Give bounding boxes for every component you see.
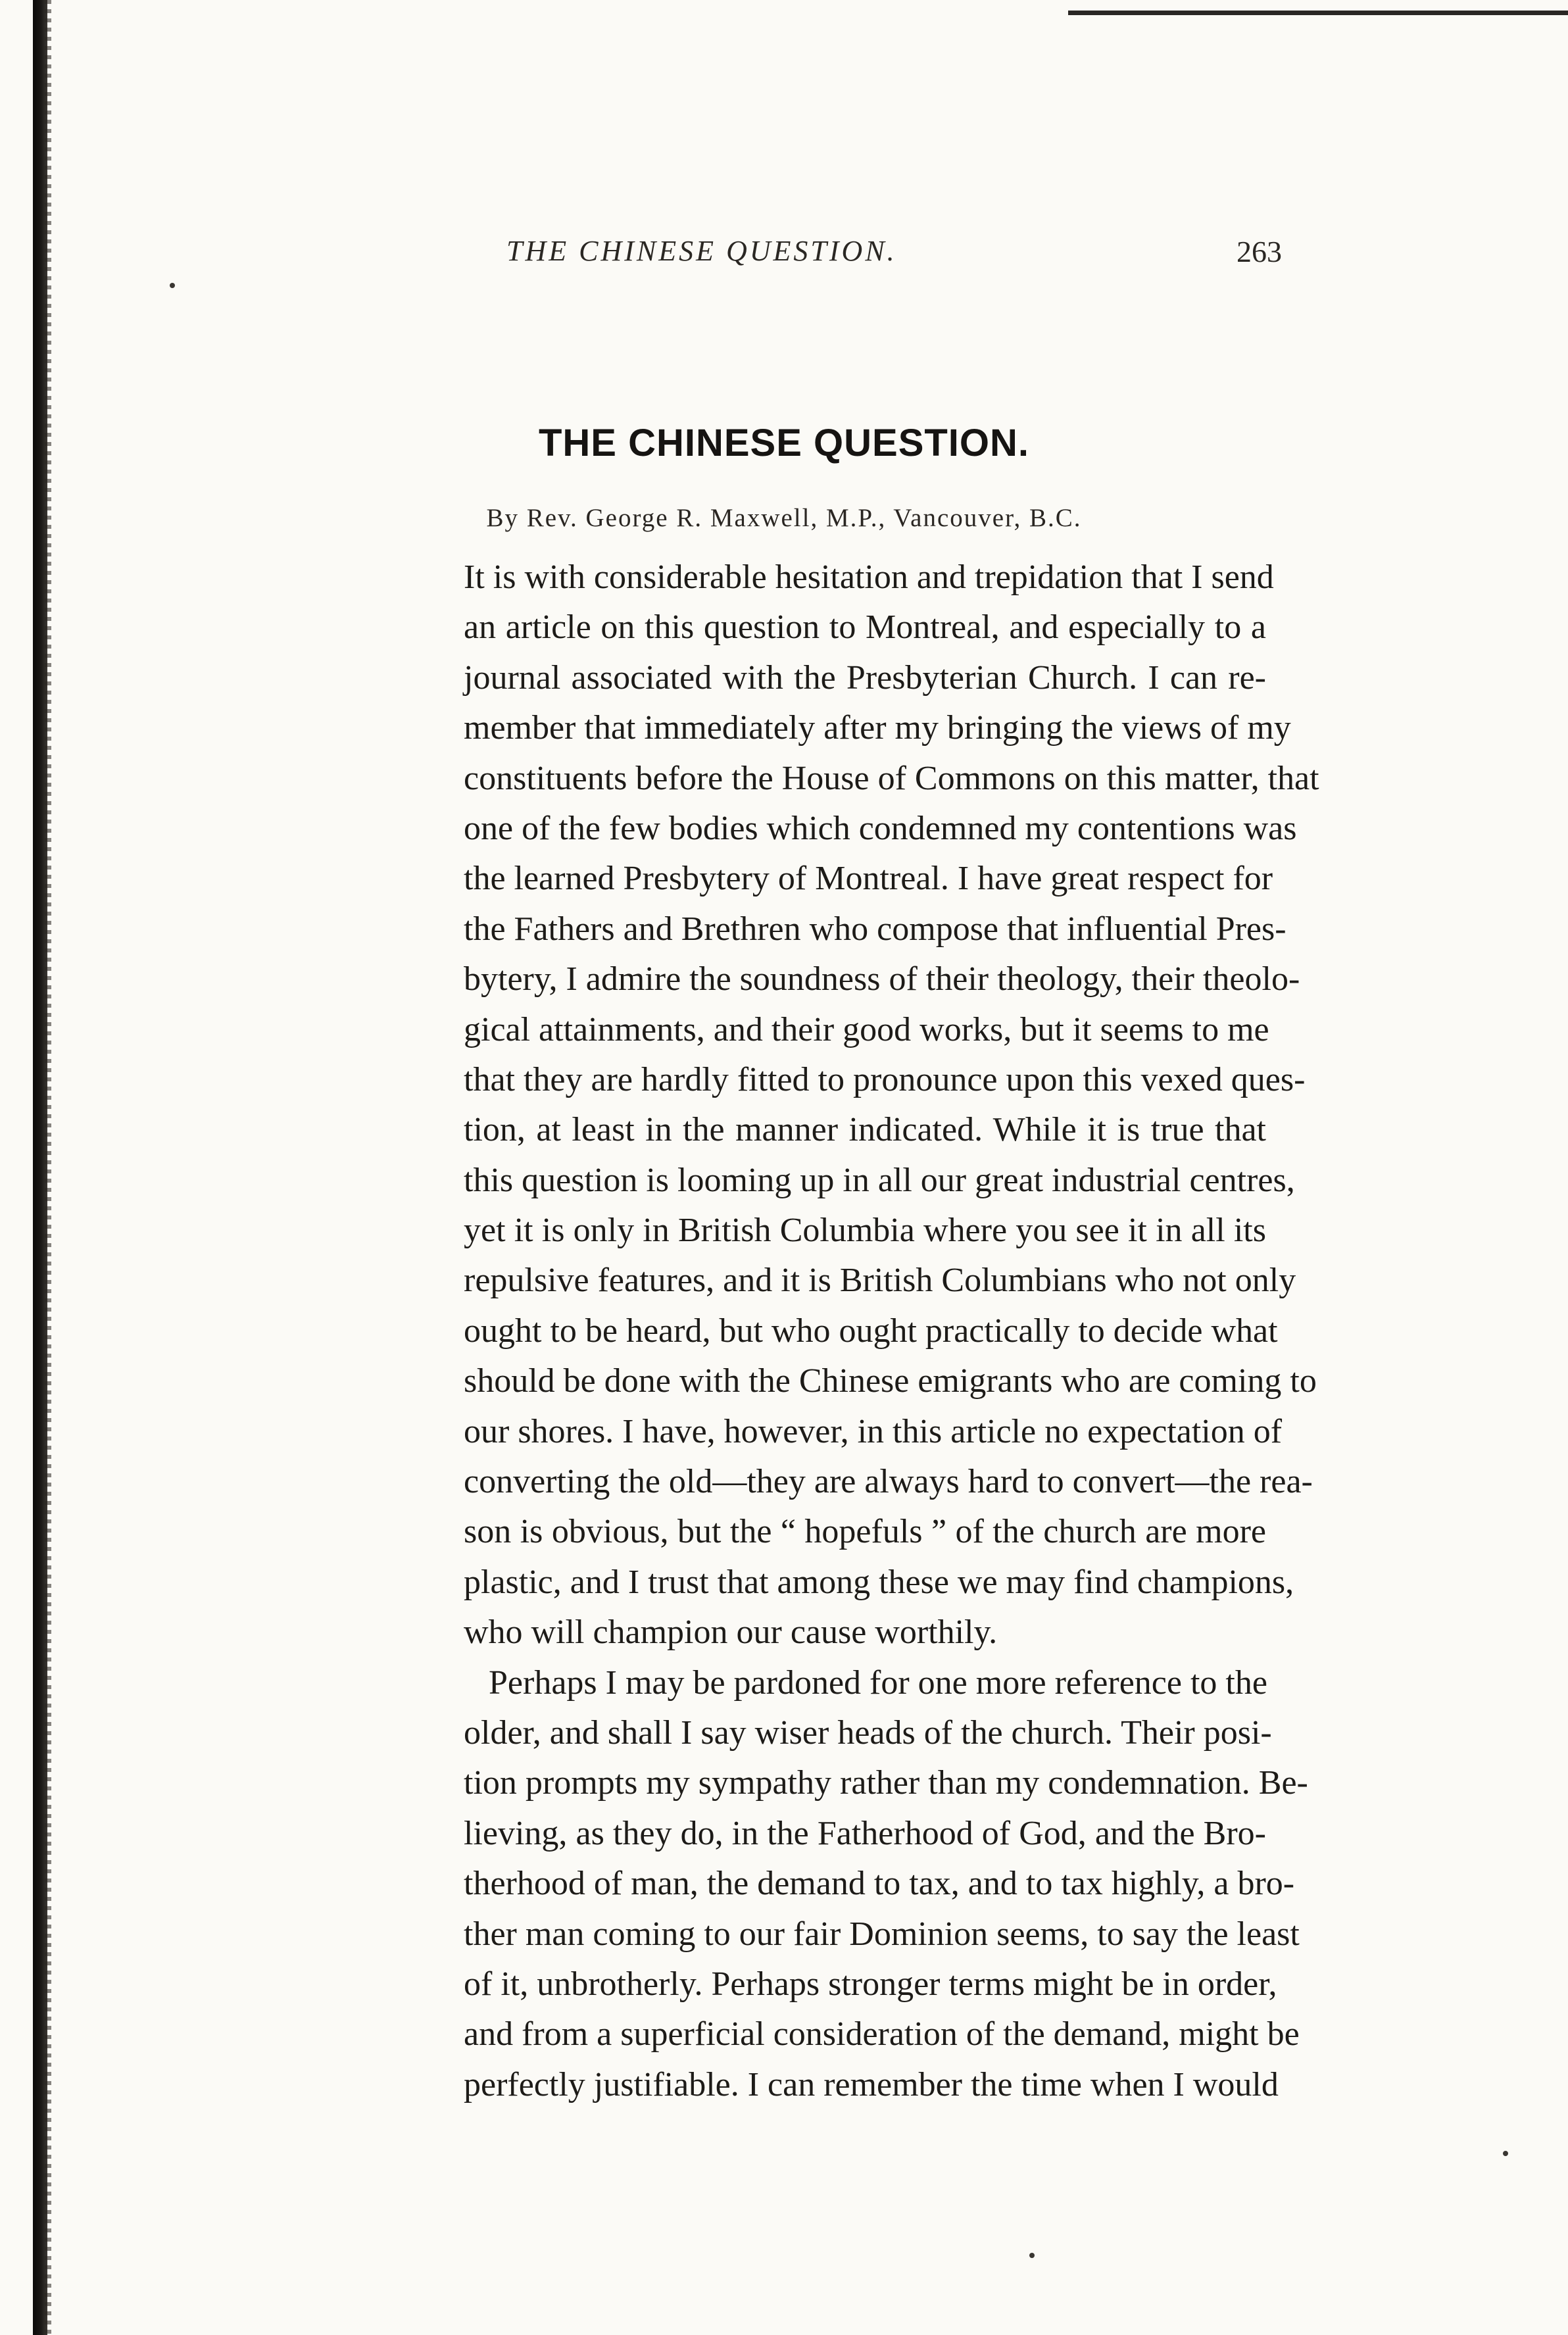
text-line: this question is looming up in all our great industrial centres, — [464, 1161, 1295, 1199]
ink-speck — [170, 283, 175, 288]
text-line: therhood of man, the demand to tax, and to tax highly, a bro- — [464, 1865, 1295, 1903]
text-line: our shores. I have, however, in this article no expectation of — [464, 1412, 1283, 1450]
text-line: plastic, and I trust that among these we may find champions, — [464, 1563, 1294, 1601]
text-line: that they are hardly fitted to pronounce upon this vexed ques- — [464, 1060, 1306, 1098]
ink-speck — [1503, 2151, 1508, 2156]
text-line: should be done with the Chinese emigrants who are coming to — [464, 1362, 1317, 1400]
text-line: journal associated with the Presbyterian Church. I can re- — [464, 658, 1266, 697]
text-line: yet it is only in British Columbia where you see it in all its — [464, 1212, 1266, 1250]
article-body — [464, 553, 1319, 2110]
text-line: the Fathers and Brethren who compose that influential Pres- — [464, 910, 1286, 948]
text-line: an article on this question to Montreal, and especially to a — [464, 608, 1266, 647]
article-title: THE CHINESE QUESTION. — [538, 422, 1030, 464]
text-line: perfectly justifiable. I can remember the time when I would — [464, 2065, 1279, 2103]
top-rule — [1068, 11, 1568, 15]
text-line: constituents before the House of Commons on this matter, that — [464, 759, 1319, 797]
book-spine-shadow — [33, 0, 47, 2335]
article-byline: By Rev. George R. Maxwell, M.P., Vancouver, B.C. — [486, 504, 1082, 532]
text-line: tion, at least in the manner indicated. While it is true that — [464, 1111, 1266, 1149]
running-head: THE CHINESE QUESTION. — [506, 235, 897, 267]
text-line: son is obvious, but the “ hopefuls ” of the church are more — [464, 1513, 1266, 1551]
text-line: older, and shall I say wiser heads of the church. Their posi- — [464, 1713, 1272, 1752]
text-line: ther man coming to our fair Dominion seems, to say the least — [464, 1915, 1300, 1953]
text-line: repulsive features, and it is British Columbians who not only — [464, 1262, 1296, 1300]
text-line: ought to be heard, but who ought practically to decide what — [464, 1312, 1278, 1350]
text-line: gical attainments, and their good works, but it seems to me — [464, 1010, 1269, 1048]
page-number: 263 — [1237, 235, 1282, 268]
ink-speck — [1029, 2253, 1035, 2258]
text-line: converting the old—they are always hard to convert—the rea- — [464, 1463, 1313, 1501]
text-line: who will champion our cause worthily. — [464, 1613, 998, 1652]
text-line: Perhaps I may be pardoned for one more reference to the — [489, 1663, 1267, 1702]
text-line: It is with considerable hesitation and trepidation that I send — [464, 558, 1274, 596]
text-line: the learned Presbytery of Montreal. I have great respect for — [464, 860, 1273, 898]
text-line: member that immediately after my bringing the views of my — [464, 709, 1291, 747]
text-line: bytery, I admire the soundness of their theology, their theolo- — [464, 960, 1300, 998]
text-line: lieving, as they do, in the Fatherhood of God, and the Bro- — [464, 1814, 1266, 1852]
text-line: tion prompts my sympathy rather than my condemnation. Be- — [464, 1764, 1308, 1802]
text-line: and from a superficial consideration of the demand, might be — [464, 2015, 1300, 2053]
text-line: of it, unbrotherly. Perhaps stronger terms might be in order, — [464, 1965, 1277, 2003]
text-line: one of the few bodies which condemned my contentions was — [464, 809, 1297, 847]
paragraph — [464, 1658, 1308, 2111]
paragraph — [464, 553, 1319, 1658]
